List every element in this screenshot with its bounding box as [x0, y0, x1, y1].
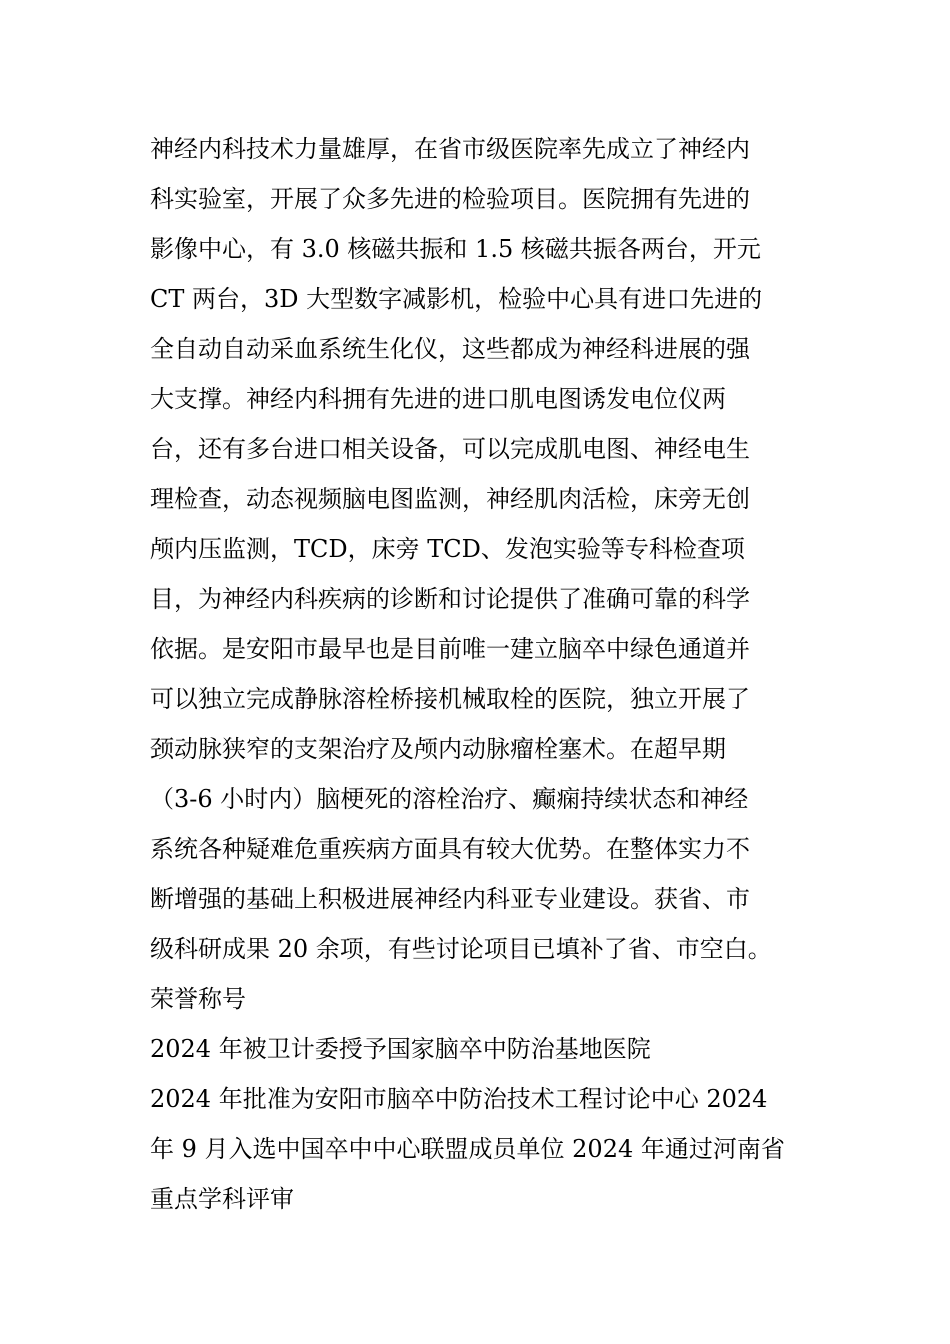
text-line: 神经内科技术力量雄厚，在省市级医院率先成立了神经内 — [150, 135, 750, 163]
honor-item: 2024 年被卫计委授予国家脑卒中防治基地医院 — [150, 1035, 651, 1063]
text-line: 系统各种疑难危重疾病方面具有较大优势。在整体实力不 — [150, 835, 750, 863]
text-line: 可以独立完成静脉溶栓桥接机械取栓的医院，独立开展了 — [150, 685, 750, 713]
text-line: 颅内压监测，TCD，床旁 TCD、发泡实验等专科检查项 — [150, 535, 745, 563]
text-line: 目，为神经内科疾病的诊断和讨论提供了准确可靠的科学 — [150, 585, 750, 613]
text-line: 级科研成果 20 余项，有些讨论项目已填补了省、市空白。 — [150, 935, 772, 963]
honor-item: 年 9 月入选中国卒中中心联盟成员单位 2024 年通过河南省 — [150, 1135, 785, 1163]
text-line: 影像中心，有 3.0 核磁共振和 1.5 核磁共振各两台，开元 — [150, 235, 761, 263]
text-line: 全自动自动采血系统生化仪，这些都成为神经科进展的强 — [150, 335, 750, 363]
text-line: CT 两台，3D 大型数字减影机，检验中心具有进口先进的 — [150, 285, 763, 313]
section-heading-honors: 荣誉称号 — [150, 985, 246, 1013]
honor-item: 重点学科评审 — [150, 1185, 294, 1213]
text-line: 大支撑。神经内科拥有先进的进口肌电图诱发电位仪两 — [150, 385, 726, 413]
document-body — [150, 124, 800, 1224]
text-line: 断增强的基础上积极进展神经内科亚专业建设。获省、市 — [150, 885, 750, 913]
honor-item: 2024 年批准为安阳市脑卒中防治技术工程讨论中心 2024 — [150, 1085, 768, 1113]
text-line: 颈动脉狭窄的支架治疗及颅内动脉瘤栓塞术。在超早期 — [150, 735, 726, 763]
text-line: （3-6 小时内）脑梗死的溶栓治疗、癫痫持续状态和神经 — [150, 785, 749, 813]
text-line: 台，还有多台进口相关设备，可以完成肌电图、神经电生 — [150, 435, 750, 463]
text-line: 理检查，动态视频脑电图监测，神经肌肉活检，床旁无创 — [150, 485, 750, 513]
text-line: 依据。是安阳市最早也是目前唯一建立脑卒中绿色通道并 — [150, 635, 750, 663]
text-line: 科实验室，开展了众多先进的检验项目。医院拥有先进的 — [150, 185, 750, 213]
